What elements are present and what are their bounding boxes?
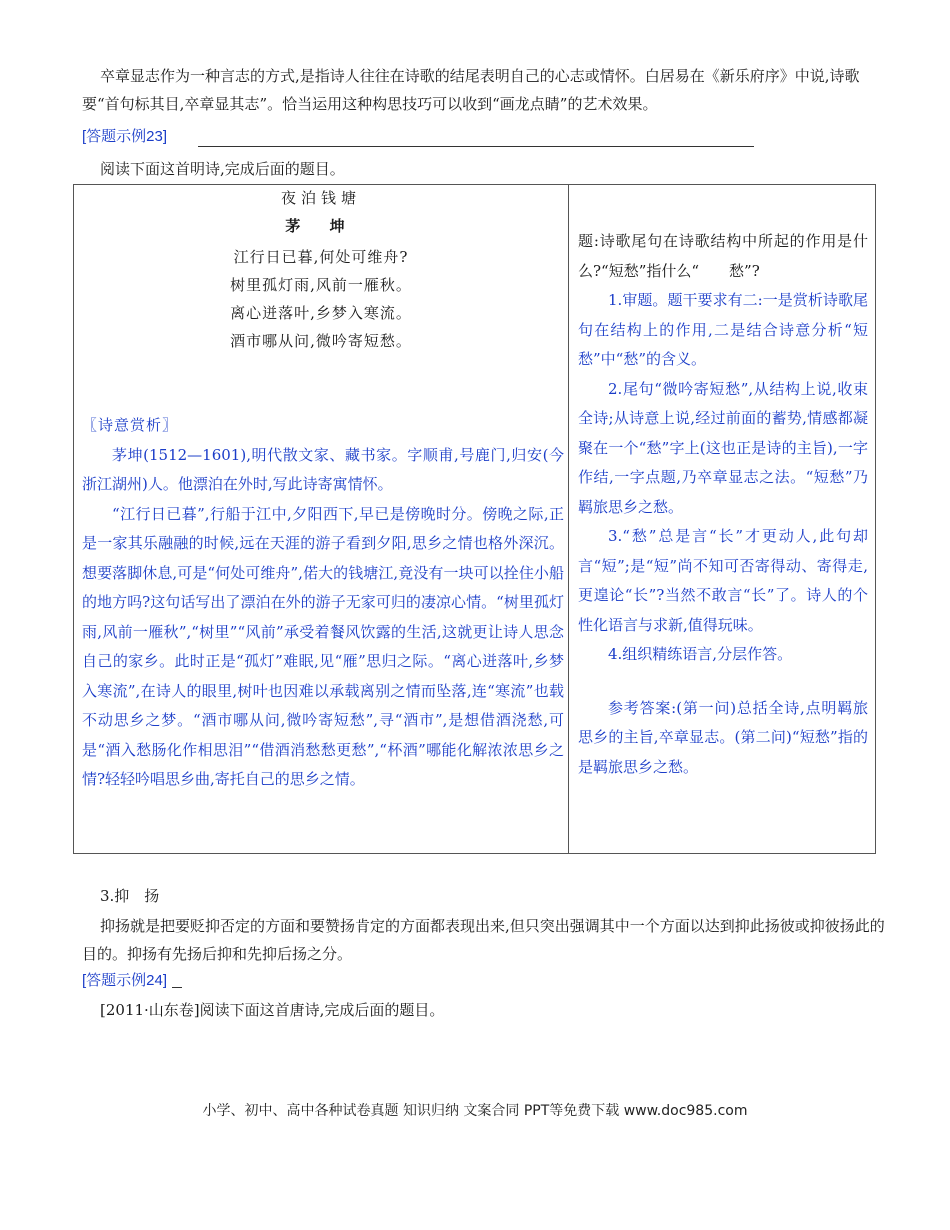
section-3-heading [82, 882, 888, 910]
poem-line: 离心迸落叶,乡梦入寒流。 [230, 304, 412, 322]
analysis-step-3: 3.“愁”总是言“长”才更动人,此句却言“短”;是“短”尚不知可否寄得动、寄得走,更遑论“长”?当然不敢言“长”了。诗人的个性化语言与求新,值得玩味。 [578, 527, 868, 634]
section-3-heading-text: 3.抑 扬 [100, 887, 160, 905]
answer-blank-line-2 [172, 987, 182, 988]
poem-line: 树里孤灯雨,风前一雁秋。 [230, 276, 412, 294]
appreciation-paragraph-2: “江行日已暮”,行船于江中,夕阳西下,早已是傍晚时分。傍晚之际,正是一家其乐融融的时候,远在天涯的游子看到夕阳,思乡之情也格外深沉。想要落脚休息,可是“何处可维舟”,偌大的钱塘江,竟没有一块可以拴住小船的地方吗?这句话写出了漂泊在外的游子无家可归的凄凉心情。“树里孤灯雨,风前一雁秋”,“树里”“风前”承受着餐风饮露的生活,这就更让诗人思念自己的家乡。此时正是“孤灯”难眠,见“雁”思归之际。“离心迸落叶,乡梦入寒流”,在诗人的眼里,树叶也因难以承载离别之情而坠落,连“寒流”也载不动思乡之梦。“酒市哪从问,微吟寄短愁”,寻“酒市”,是想借酒浇愁,可是“酒入愁肠化作相思泪”“借酒消愁愁更愁”,“杯酒”哪能化解浓浓思乡之情?轻轻吟唱思乡曲,寄托自己的思乡之情。 [82, 504, 564, 788]
example-23-label: [答题示例23] [82, 128, 168, 145]
example-24-label: [答题示例24] [82, 972, 168, 989]
section-3-text: 抑扬就是把要贬抑否定的方面和要赞扬肯定的方面都表现出来,但只突出强调其中一个方面以达到抑此扬彼或抑彼扬此的目的。抑扬有先扬后抑和先抑后扬之分。 [82, 917, 885, 963]
appreciation-paragraph-1: 茅坤(1512—1601),明代散文家、藏书家。字顺甫,号鹿门,归安(今浙江湖州)人。他漂泊在外时,写此诗寄寓情怀。 [82, 445, 564, 493]
analysis-step-2: 2.尾句“微吟寄短愁”,从结构上说,收束全诗;从诗意上说,经过前面的蓄势,情感都凝聚在一个“愁”字上(这也正是诗的主旨),一字作结,一字点题,乃卒章显志之法。“短愁”乃羁旅思乡之愁。 [578, 379, 868, 516]
analysis-step-1: 1.审题。题干要求有二:一是赏析诗歌尾句在结构上的作用,二是结合诗意分析“短愁”中“愁”的含义。 [578, 291, 868, 368]
analysis-step-4: 4.组织精练语言,分层作答。 [608, 645, 793, 663]
intro-text: 卒章显志作为一种言志的方式,是指诗人往往在诗歌的结尾表明自己的心志或情怀。白居易在《新乐府序》中说,诗歌要“首句标其目,卒章显其志”。恰当运用这种构思技巧可以收到“画龙点睛”的艺术效果。 [82, 67, 860, 113]
poem-lines [74, 243, 568, 355]
reference-answer: 参考答案:(第一问)总括全诗,点明羁旅思乡的主旨,卒章显志。(第二问)“短愁”指的是羁旅思乡之愁。 [578, 698, 868, 776]
poem-line: 酒市哪从问,微吟寄短愁。 [230, 332, 412, 350]
analysis-table [73, 184, 876, 854]
instruction-1 [82, 155, 888, 183]
section-3-paragraph [82, 912, 888, 968]
poem-line: 江行日已暮,何处可维舟? [233, 248, 409, 266]
instruction-2-text: [2011·山东卷]阅读下面这首唐诗,完成后面的题目。 [100, 1001, 445, 1019]
instruction-2 [82, 996, 888, 1024]
instruction-1-text: 阅读下面这首明诗,完成后面的题目。 [100, 160, 345, 178]
answer-blank-line [198, 146, 754, 147]
appreciation-heading: 〖诗意赏析〗 [82, 416, 179, 434]
poem-author: 茅 坤 [285, 217, 357, 235]
poem-title: 夜泊钱塘 [280, 189, 361, 207]
question-analysis [578, 227, 868, 782]
page-footer: 小学、初中、高中各种试卷真题 知识归纳 文案合同 PPT等免费下载 www.doc985.com [202, 1103, 748, 1119]
question-text: 题:诗歌尾句在诗歌结构中所起的作用是什么?“短愁”指什么“ 愁”? [578, 232, 868, 280]
table-divider [568, 185, 569, 853]
poem-appreciation [82, 411, 564, 795]
intro-paragraph [82, 62, 888, 118]
